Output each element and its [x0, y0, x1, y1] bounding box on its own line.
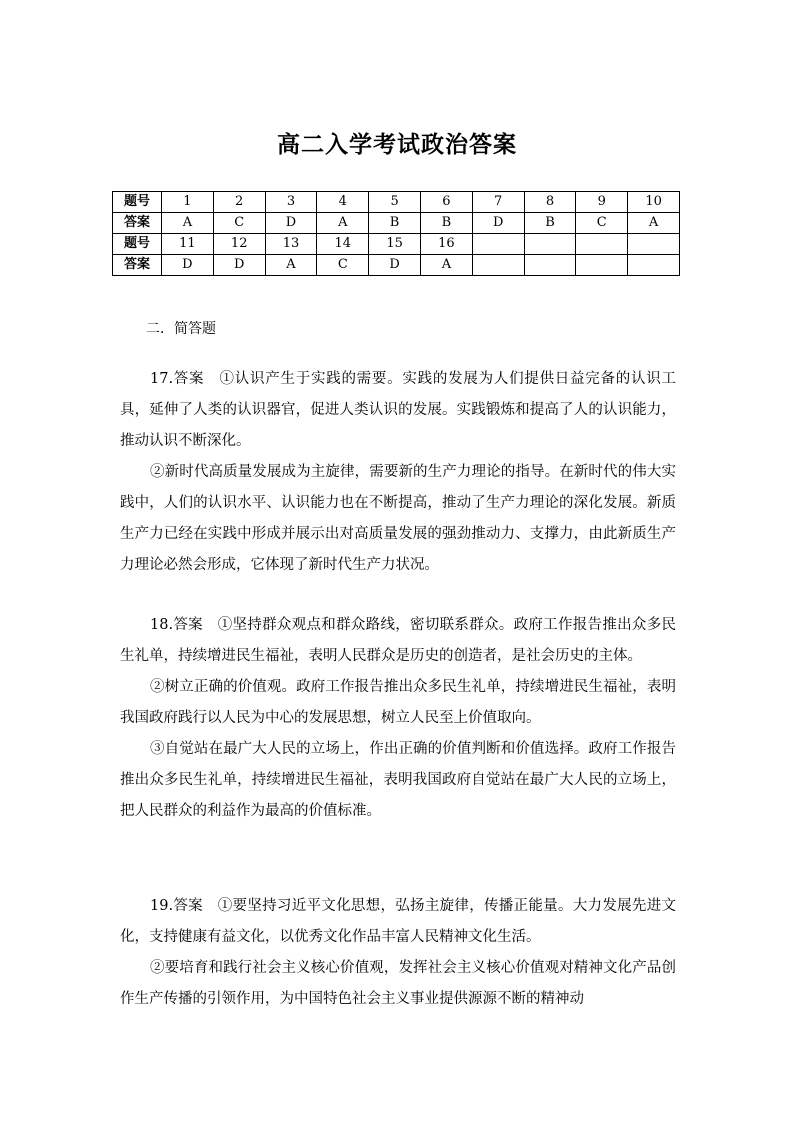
table-cell: [576, 234, 628, 255]
table-cell: C: [317, 255, 369, 276]
table-cell: [472, 234, 524, 255]
table-cell: 8: [524, 192, 576, 213]
table-cell: 3: [265, 192, 317, 213]
table-row: [113, 234, 680, 255]
answer-18-paragraph: ②树立正确的价值观。政府工作报告推出众多民生礼单，持续增进民生福祉，表明我国政府践行以人民为中心的发展思想，树立人民至上价值取向。: [120, 679, 676, 726]
table-cell: A: [162, 213, 214, 234]
answer-19: [120, 891, 676, 1015]
table-cell: D: [472, 213, 524, 234]
table-cell: 5: [369, 192, 421, 213]
table-cell: 13: [265, 234, 317, 255]
table-cell: [472, 255, 524, 276]
table-row-header: 答案: [113, 255, 162, 276]
table-cell: B: [369, 213, 421, 234]
table-cell: D: [213, 255, 265, 276]
section-heading: 二．简答题: [146, 321, 216, 337]
table-row: [113, 213, 680, 234]
table-cell: 2: [213, 192, 265, 213]
answer-17-paragraph: 17.答案 ①认识产生于实践的需要。实践的发展为人们提供日益完备的认识工具，延伸了人类的认识器官，促进人类认识的发展。实践锻炼和提高了人的认识能力，推动认识不断深化。: [120, 371, 676, 449]
table-row-header: 题号: [113, 234, 162, 255]
table-cell: 11: [162, 234, 214, 255]
answer-18-paragraph: ③自觉站在最广大人民的立场上，作出正确的价值判断和价值选择。政府工作报告推出众多民生礼单，持续增进民生福祉，表明我国政府自觉站在最广大人民的立场上，把人民群众的利益作为最高的价值标准。: [120, 741, 676, 819]
table-cell: 12: [213, 234, 265, 255]
answer-19-paragraph: 19.答案 ①要坚持习近平文化思想，弘扬主旋律，传播正能量。大力发展先进文化，支持健康有益文化，以优秀文化作品丰富人民精神文化生活。: [120, 898, 676, 945]
table-row-header: 答案: [113, 213, 162, 234]
table-cell: [628, 255, 680, 276]
answer-19-paragraph: ②要培育和践行社会主义核心价值观，发挥社会主义核心价值观对精神文化产品创作生产传播的引领作用，为中国特色社会主义事业提供源源不断的精神动: [120, 960, 676, 1007]
table-cell: C: [213, 213, 265, 234]
table-cell: C: [576, 213, 628, 234]
table-cell: 4: [317, 192, 369, 213]
answer-18-paragraph: 18.答案 ①坚持群众观点和群众路线，密切联系群众。政府工作报告推出众多民生礼单，持续增进民生福祉，表明人民群众是历史的创造者，是社会历史的主体。: [120, 617, 676, 664]
table-cell: 14: [317, 234, 369, 255]
table-cell: 15: [369, 234, 421, 255]
table-cell: A: [317, 213, 369, 234]
table-cell: A: [265, 255, 317, 276]
answer-18: [120, 610, 676, 827]
table-cell: B: [420, 213, 472, 234]
table-cell: D: [369, 255, 421, 276]
table-cell: [524, 255, 576, 276]
table-row-header: 题号: [113, 192, 162, 213]
table-cell: D: [162, 255, 214, 276]
table-cell: 7: [472, 192, 524, 213]
table-cell: D: [265, 213, 317, 234]
answer-17: [120, 364, 676, 581]
table-cell: 9: [576, 192, 628, 213]
document-title: 高二入学考试政治答案: [277, 131, 517, 158]
table-cell: [524, 234, 576, 255]
table-row: [113, 255, 680, 276]
table-cell: 1: [162, 192, 214, 213]
answer-17-paragraph: ②新时代高质量发展成为主旋律，需要新的生产力理论的指导。在新时代的伟大实践中，人们的认识水平、认识能力也在不断提高，推动了生产力理论的深化发展。新质生产力已经在实践中形成并展示出对高质量发展的强劲推动力、支撑力，由此新质生产力理论必然会形成，它体现了新时代生产力状况。: [120, 464, 676, 573]
answer-table: [112, 191, 680, 276]
table-cell: A: [420, 255, 472, 276]
answer-table-body: [113, 192, 680, 276]
table-cell: 6: [420, 192, 472, 213]
table-cell: [628, 234, 680, 255]
table-cell: 16: [420, 234, 472, 255]
table-cell: B: [524, 213, 576, 234]
table-cell: [576, 255, 628, 276]
table-cell: 10: [628, 192, 680, 213]
table-row: [113, 192, 680, 213]
table-cell: A: [628, 213, 680, 234]
